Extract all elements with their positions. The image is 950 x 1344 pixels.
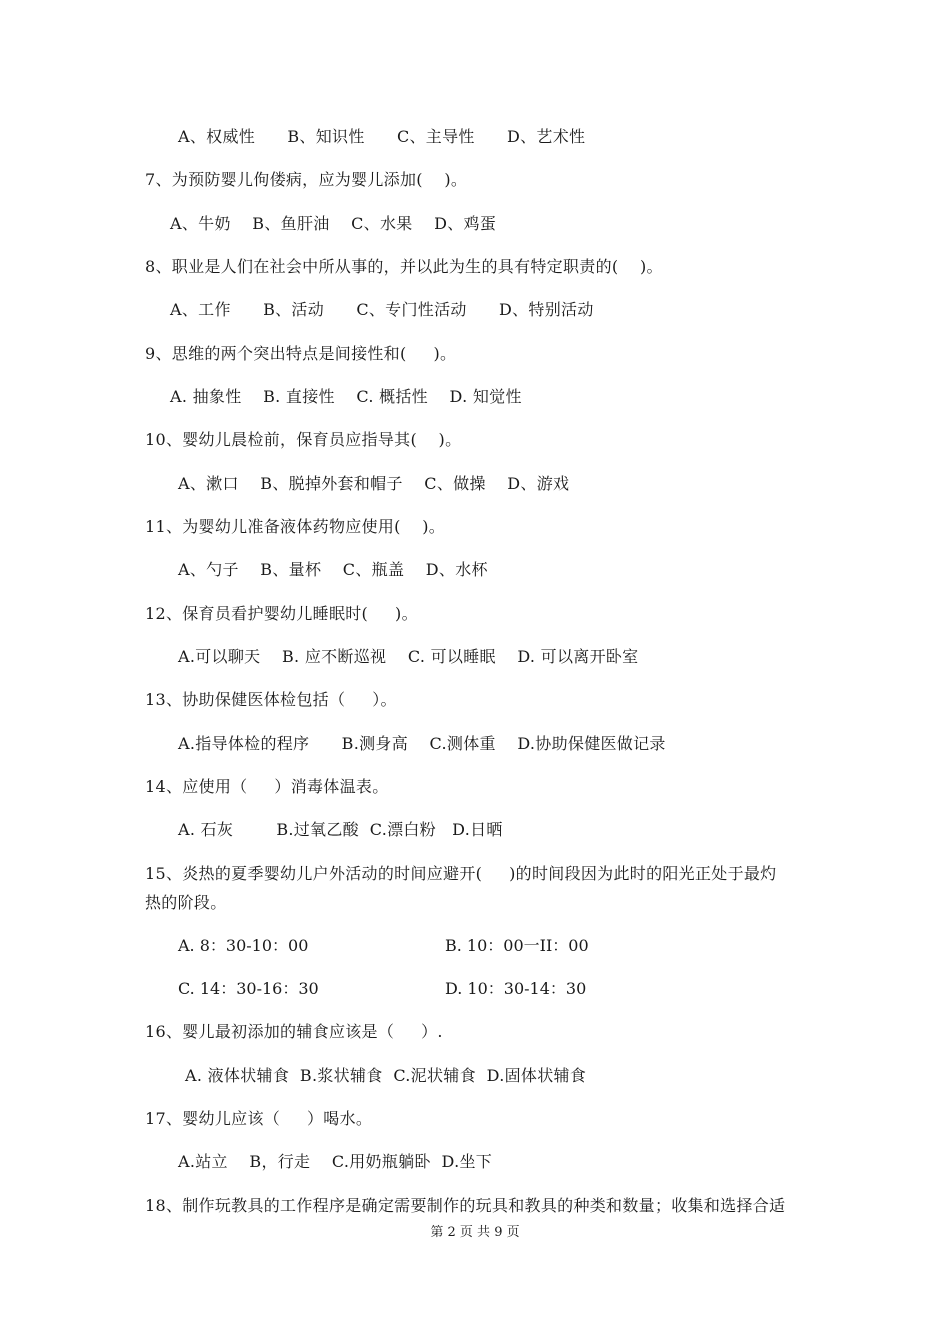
- q12-options: A.可以聊天 B. 应不断巡视 C. 可以睡眠 D. 可以离开卧室: [178, 647, 639, 666]
- q11-options: A、勺子 B、量杯 C、瓶盖 D、水杯: [178, 560, 488, 579]
- q13-options: A.指导体检的程序 B.测身高 C.测体重 D.协助保健医做记录: [178, 734, 666, 753]
- question-8: 8、职业是人们在社会中所从事的，并以此为生的具有特定职责的( )。: [145, 257, 663, 276]
- question-7: 7、为预防婴儿佝偻病，应为婴儿添加( )。: [145, 170, 468, 189]
- q9-options: A. 抽象性 B. 直接性 C. 概括性 D. 知觉性: [170, 387, 522, 406]
- q14-options: A. 石灰 B.过氧乙酸 C.漂白粉 D.日晒: [178, 820, 503, 839]
- q15-option-c: C. 14：30-16：30: [178, 979, 319, 998]
- question-16: 16、婴儿最初添加的辅食应该是（ ）.: [145, 1022, 443, 1041]
- q10-options: A、漱口 B、脱掉外套和帽子 C、做操 D、游戏: [178, 474, 570, 493]
- question-15: 15、炎热的夏季婴幼儿户外活动的时间应避开( )的时间段因为此时的阳光正处于最灼: [145, 864, 777, 883]
- q16-options: A. 液体状辅食 B.浆状辅食 C.泥状辅食 D.固体状辅食: [185, 1066, 587, 1085]
- question-9: 9、思维的两个突出特点是间接性和( )。: [145, 344, 457, 363]
- q6-options: A、权威性 B、知识性 C、主导性 D、艺术性: [178, 127, 586, 146]
- q15-option-b: B. 10：00一II：00: [445, 936, 589, 955]
- question-13: 13、协助保健医体检包括（ ）。: [145, 690, 397, 709]
- q7-options: A、牛奶 B、鱼肝油 C、水果 D、鸡蛋: [170, 214, 497, 233]
- question-10: 10、婴幼儿晨检前，保育员应指导其( )。: [145, 430, 462, 449]
- question-11: 11、为婴幼儿准备液体药物应使用( )。: [145, 517, 446, 536]
- question-12: 12、保育员看护婴幼儿睡眠时( )。: [145, 604, 418, 623]
- question-17: 17、婴幼儿应该（ ）喝水。: [145, 1109, 373, 1128]
- q15-option-a: A. 8：30-10：00: [178, 936, 309, 955]
- q15-option-d: D. 10：30-14：30: [445, 979, 587, 998]
- page-footer: 第 2 页 共 9 页: [430, 1225, 520, 1240]
- q8-options: A、工作 B、活动 C、专门性活动 D、特别活动: [170, 300, 594, 319]
- question-15-continued: 热的阶段。: [145, 893, 227, 912]
- question-18: 18、制作玩教具的工作程序是确定需要制作的玩具和教具的种类和数量；收集和选择合适: [145, 1196, 786, 1215]
- q17-options: A.站立 B，行走 C.用奶瓶躺卧 D.坐下: [178, 1152, 493, 1171]
- question-14: 14、应使用（ ）消毒体温表。: [145, 777, 389, 796]
